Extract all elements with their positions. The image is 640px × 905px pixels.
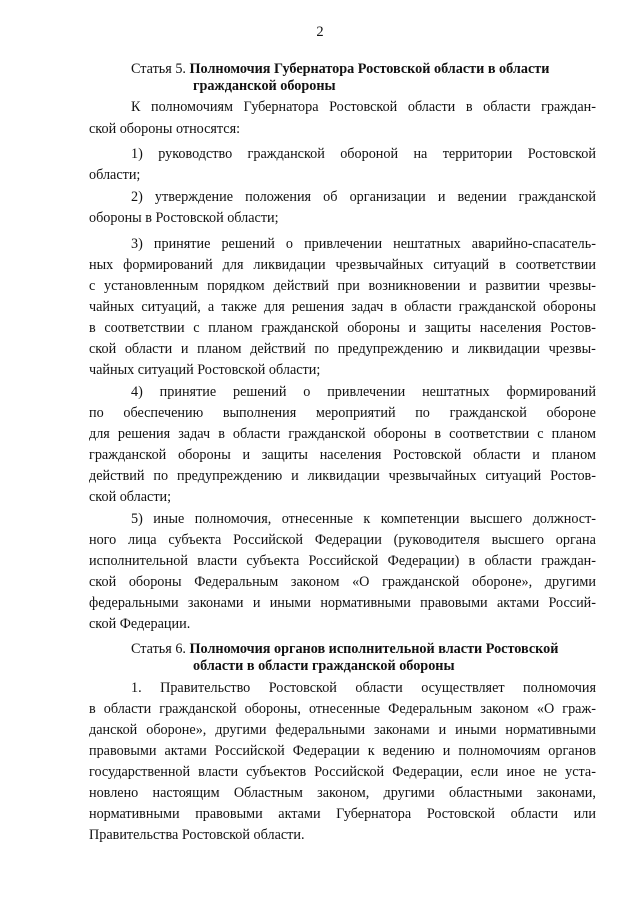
word: в [218,426,225,442]
word: законом [480,701,529,717]
word: на [413,146,428,162]
article-6-title-line-1: Полномочия органов исполнительной власти Ростовской [189,641,559,657]
word: по [415,405,430,421]
word: 2) [131,189,143,205]
word: актами [496,595,540,611]
word: территории [442,146,513,162]
word: другими [383,785,435,801]
word: гражданской [518,189,596,205]
word: решения [291,299,345,315]
word: Федерации) [387,553,460,569]
word: выполнения [222,405,297,421]
text-line [89,278,596,295]
word: законами, [536,785,596,801]
word: в [89,320,96,336]
word: власти [197,553,238,569]
word: области [473,447,521,463]
word: для [263,299,285,315]
word: при [337,278,360,294]
word: принятие [153,236,211,252]
word: обороны, [244,701,301,717]
word: Губернатора [336,806,412,822]
word: Ростовской [268,680,337,696]
word: задач [178,426,211,442]
word: отнесенные [308,701,381,717]
word: обороны [128,574,182,590]
text-line: Правительства Ростовской области. [89,827,305,843]
word: ской [89,341,117,357]
word: обороны [347,320,400,336]
word: и [451,341,460,357]
text-line [89,405,596,422]
text-line [89,574,596,591]
word: власти [198,764,239,780]
word: соответствии [449,426,530,442]
word: ликвидации [307,468,380,484]
word: (руководителя [393,532,480,548]
word: об [323,189,338,205]
word: лица [128,532,157,548]
word: ных [89,257,114,273]
word: обороны [373,426,427,442]
word: мероприятий [315,405,396,421]
word: правовыми [89,743,157,759]
word: иными [269,595,312,611]
word: аварийно-спасатель- [471,236,596,252]
word: Ростов- [550,320,596,336]
word: области [124,341,173,357]
word: гражданской [458,299,537,315]
word: 4) [131,384,143,400]
word: к [363,511,371,527]
word: планом [208,320,253,336]
word: законом, [317,785,370,801]
word: Россий- [548,595,596,611]
word: населения [479,320,542,336]
word: формирований [123,257,213,273]
word: данской [89,722,138,738]
word: и [291,468,299,484]
word: высшего [469,511,523,527]
word: Ростовской [527,146,596,162]
word: области [484,553,532,569]
word: о [303,384,311,400]
text-line [89,426,596,443]
text-line: ской Федерации. [89,616,191,632]
word: субъекта [246,553,300,569]
word: новлено [89,785,139,801]
text-line [131,680,596,697]
word: также [221,299,257,315]
word: ской [89,574,117,590]
word: областными [448,785,523,801]
article-5-label: Статья 5. [131,61,186,77]
word: нормативными [320,595,411,611]
word: области [355,680,403,696]
word: области [483,99,531,115]
text-line: обороны в Ростовской области; [89,210,279,226]
word: не [543,764,558,780]
word: чрезвычайных [335,257,424,273]
word: органов [548,743,596,759]
text-line [89,320,596,337]
word: обороны [178,447,231,463]
word: уста- [565,764,596,780]
word: отнесенные [281,511,353,527]
word: ситуаций [433,257,490,273]
word: в [499,257,506,273]
text-line [131,99,596,116]
page-number: 2 [316,24,324,40]
word: действий [250,341,306,357]
word: нештатных [422,384,490,400]
word: обороны [543,299,596,315]
word: области [404,299,452,315]
word: утверждение [154,189,234,205]
word: гражданской [288,426,366,442]
word: чрезвы- [548,341,596,357]
word: полномочиям [151,99,233,115]
word: обороне», [472,574,533,590]
word: в [390,299,398,315]
word: другими [544,574,596,590]
word: Ростовской [393,447,462,463]
word: компетенции [380,511,460,527]
word: о [285,236,293,252]
text-line: ской обороны относятся: [89,121,241,137]
word: Ростовской [426,806,495,822]
word: Губернатора [243,99,319,115]
text-line [89,806,596,823]
word: и [180,341,189,357]
word: чрезвычайных [388,468,477,484]
word: и [408,320,417,336]
text-line: области; [89,167,141,183]
word: формирований [506,384,596,400]
word: в [465,99,473,115]
word: иное [506,764,536,780]
word: обороне», [146,722,207,738]
word: планом [551,426,596,442]
article-6-heading [131,641,601,658]
word: ведению [382,743,435,759]
word: и [532,447,540,463]
word: с [193,320,200,336]
word: граж- [562,701,596,717]
word: для [222,257,244,273]
word: 1. [131,680,142,696]
word: и [469,278,477,294]
text-line [89,468,596,485]
word: органа [555,532,596,548]
word: К [131,99,141,115]
word: обеспечению [123,405,204,421]
word: полномочиям [458,743,541,759]
word: граждан- [541,99,596,115]
word: предупреждению [177,468,283,484]
word: предупреждению [337,341,443,357]
article-5-title-line-1: Полномочия Губернатора Ростовской области в области [189,61,550,77]
word: нештатных [393,236,461,252]
word: Федерации [292,743,360,759]
text-line [89,299,596,316]
word: настоящим [152,785,220,801]
word: законом [290,574,340,590]
word: Российской [233,532,304,548]
word: высшего [491,532,544,548]
word: к [367,743,375,759]
text-line [131,511,596,528]
word: гражданской [159,701,237,717]
word: субъектов [246,764,307,780]
word: и [242,447,251,463]
word: по [153,468,169,484]
text-line [131,189,596,206]
text-line: чайных ситуаций Ростовской области; [89,362,321,378]
word: в [468,553,476,569]
text-line [89,743,596,760]
word: области [232,426,281,442]
article-5-heading [131,61,601,78]
word: актами [164,743,207,759]
word: области [103,701,152,717]
word: законами [187,595,244,611]
word: ситуаций [485,468,542,484]
word: Федеральным [194,574,279,590]
word: и [437,189,446,205]
word: государственной [89,764,191,780]
word: защиты [424,320,472,336]
word: Федерации, [392,764,463,780]
word: а [207,299,215,315]
word: организации [349,189,426,205]
word: с [89,278,96,294]
word: Ростов- [550,468,596,484]
text-line [89,257,596,274]
word: полномочия, [194,511,272,527]
word: соответствии [104,320,185,336]
word: Российской [214,743,285,759]
word: осуществляет [421,680,505,696]
word: полномочия [523,680,596,696]
word: с [537,426,544,442]
word: планом [197,341,242,357]
word: решений [233,384,287,400]
word: и [252,595,261,611]
text-line [131,146,596,163]
word: ликвидации [467,341,540,357]
word: по [89,405,104,421]
word: в [434,426,442,442]
word: для [89,426,110,442]
text-line [89,595,596,612]
word: возникновении [368,278,461,294]
word: исполнительной [89,553,188,569]
word: порядком [207,278,265,294]
word: Федеральным [388,701,473,717]
word: правовыми [195,806,263,822]
word: нормативными [505,722,596,738]
word: федеральными [275,722,366,738]
word: соответствии [515,257,596,273]
word: области [407,99,456,115]
word: гражданской [89,447,167,463]
word: Ростовской [329,99,398,115]
word: Правительство [160,680,251,696]
word: гражданской [382,574,460,590]
word: иные [153,511,185,527]
word: или [573,806,596,822]
text-line [89,701,596,718]
word: «О [536,701,555,717]
word: субъекта [168,532,222,548]
word: развитии [485,278,540,294]
article-6-label: Статья 6. [131,641,186,657]
word: Областным [233,785,303,801]
word: ликвидации [253,257,326,273]
word: гражданской [247,146,325,162]
word: 3) [131,236,143,252]
word: населения [319,447,382,463]
text-line [89,553,596,570]
word: руководство [158,146,233,162]
word: другими [215,722,267,738]
word: положения [245,189,312,205]
word: действий [89,468,145,484]
word: решений [221,236,275,252]
word: принятие [159,384,217,400]
word: Федерации [314,532,382,548]
word: привлечении [327,384,406,400]
word: граждан- [541,553,596,569]
text-line [89,532,596,549]
word: гражданской [449,405,527,421]
word: привлечении [304,236,383,252]
word: иными [455,722,497,738]
word: федеральными [89,595,179,611]
text-line: ской области; [89,489,172,505]
text-line [89,447,596,464]
word: правовыми [420,595,488,611]
word: и [438,722,447,738]
text-line [89,722,596,739]
word: задач [351,299,384,315]
article-5-title-line-2: гражданской обороны [193,78,336,94]
word: в [89,701,96,717]
text-line [131,384,596,401]
word: гражданской [261,320,339,336]
word: актами [278,806,321,822]
article-6-title-line-2: области в области гражданской обороны [193,658,455,674]
word: «О [352,574,370,590]
word: области [510,806,559,822]
word: Российской [314,764,385,780]
word: если [470,764,499,780]
word: ного [89,532,117,548]
word: ведении [457,189,507,205]
text-line [89,785,596,802]
word: законами [374,722,430,738]
word: чайных [89,299,135,315]
word: 5) [131,511,143,527]
word: ситуаций, [141,299,201,315]
word: Российской [308,553,379,569]
text-line [131,236,596,253]
text-line [89,764,596,781]
word: защиты [261,447,308,463]
word: должност- [532,511,596,527]
word: планом [551,447,596,463]
word: чрезвы- [548,278,596,294]
word: нормативными [89,806,180,822]
word: решения [117,426,171,442]
text-line [89,341,596,358]
word: 1) [131,146,143,162]
word: и [442,743,451,759]
word: установленным [104,278,199,294]
word: обороной [340,146,399,162]
word: обороне [546,405,596,421]
word: по [314,341,330,357]
word: действий [273,278,329,294]
